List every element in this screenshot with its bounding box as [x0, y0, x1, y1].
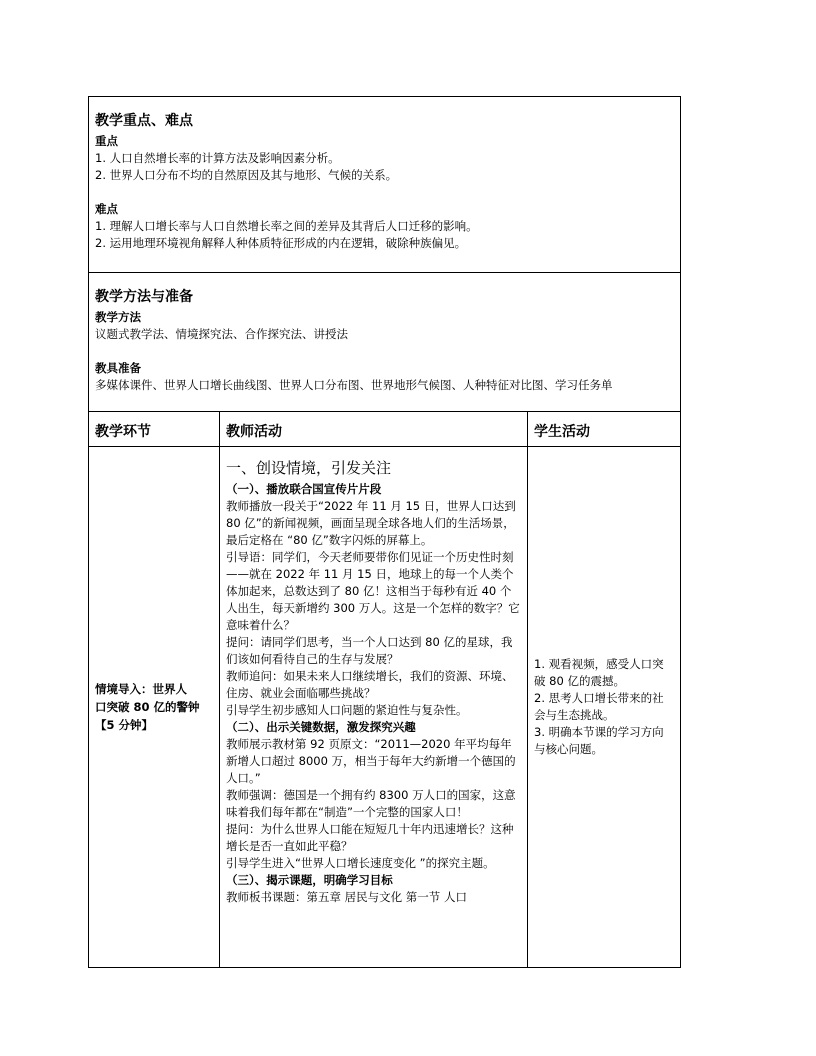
segment-title-line-3: 【5 分钟】 — [95, 718, 154, 732]
methods-heading: 教学方法与准备 — [95, 289, 193, 305]
teacher-paragraph: 教师展示教材第 92 页原文：“2011—2020 年平均每年新增人口超过 8000 万，相当于每年大约新增一个德国的人口。” — [226, 737, 516, 785]
teacher-activity-cell — [220, 447, 528, 968]
process-header-row — [89, 412, 681, 447]
teacher-paragraph: 提问：请同学们思考，当一个人口达到 80 亿的星球，我们该如何看待自己的生存与发展？ — [226, 635, 513, 666]
key-points-heading: 教学重点、难点 — [95, 113, 193, 129]
header-segment: 教学环节 — [95, 424, 151, 440]
method-text: 议题式教学法、情境探究法、合作探究法、讲授法 — [95, 327, 348, 341]
segment-title-line-1: 情境导入：世界人 — [95, 682, 187, 696]
difficult-item-1: 1. 理解人口增长率与人口自然增长率之间的差异及其背后人口迁移的影响。 — [95, 219, 478, 233]
difficult-item-2: 2. 运用地理环境视角解释人种体质特征形成的内在逻辑，破除种族偏见。 — [95, 236, 467, 250]
teacher-paragraph: 教师板书课题：第五章 居民与文化 第一节 人口 — [226, 890, 467, 904]
student-activity-item: 3. 明确本节课的学习方向与核心问题。 — [534, 725, 664, 756]
teacher-subheading: （二）、出示关键数据，激发探究兴趣 — [226, 720, 416, 734]
prep-label: 教具准备 — [95, 361, 141, 375]
method-label: 教学方法 — [95, 310, 141, 324]
teacher-paragraph: 引导学生初步感知人口问题的紧迫性与复杂性。 — [226, 703, 468, 717]
student-activity-cell — [528, 447, 681, 968]
difficult-label: 难点 — [95, 202, 118, 216]
student-activity-item: 2. 思考人口增长带来的社会与生态挑战。 — [534, 691, 664, 722]
teacher-subheading: （三）、揭示课题，明确学习目标 — [226, 873, 393, 887]
important-item-2: 2. 世界人口分布不均的自然原因及其与地形、气候的关系。 — [95, 168, 398, 182]
lesson-plan-page — [88, 96, 680, 968]
teacher-paragraph: 引导学生进入“世界人口增长速度变化 ”的探究主题。 — [226, 856, 495, 870]
teacher-paragraph: 教师强调：德国是一个拥有约 8300 万人口的国家，这意味着我们每年都在“制造”一个完整的国家人口！ — [226, 788, 516, 819]
key-points-row — [89, 97, 681, 273]
lesson-plan-table — [88, 96, 681, 968]
teacher-heading: 一、创设情境，引发关注 — [226, 459, 392, 477]
important-item-1: 1. 人口自然增长率的计算方法及影响因素分析。 — [95, 151, 340, 165]
segment-cell — [89, 447, 220, 968]
teacher-subheading: （一）、播放联合国宣传片片段 — [226, 482, 382, 496]
important-label: 重点 — [95, 134, 118, 148]
teacher-paragraph: 教师追问：如果未来人口继续增长，我们的资源、环境、住房、就业会面临哪些挑战？ — [226, 669, 514, 700]
student-activity-item: 1. 观看视频，感受人口突破 80 亿的震撼。 — [534, 657, 664, 688]
teacher-paragraph: 引导语：同学们，今天老师要带你们见证一个历史性时刻——就在 2022 年 11 月 15 日，地球上的每一个人类个体加起来，总数达到了 80 亿！这相当于每秒有近 40 个人出生，每天新增约 300 万人。这是一个怎样的数字？它意味着什么？ — [226, 550, 520, 632]
prep-text: 多媒体课件、世界人口增长曲线图、世界人口分布图、世界地形气候图、人种特征对比图、学习任务单 — [95, 378, 613, 392]
process-content-row — [89, 447, 681, 968]
header-student: 学生活动 — [534, 424, 590, 440]
teacher-paragraph: 教师播放一段关于“2022 年 11 月 15 日，世界人口达到 80 亿”的新闻视频，画面呈现全球各地人们的生活场景，最后定格在 “80 亿”数字闪烁的屏幕上。 — [226, 499, 516, 547]
segment-title-line-2: 口突破 80 亿的警钟 — [95, 700, 200, 714]
student-items — [534, 656, 674, 758]
teacher-blocks — [226, 481, 521, 906]
header-teacher: 教师活动 — [226, 424, 282, 440]
methods-row — [89, 273, 681, 412]
teacher-paragraph: 提问：为什么世界人口能在短短几十年内迅速增长？这种增长是否一直如此平稳？ — [226, 822, 514, 853]
